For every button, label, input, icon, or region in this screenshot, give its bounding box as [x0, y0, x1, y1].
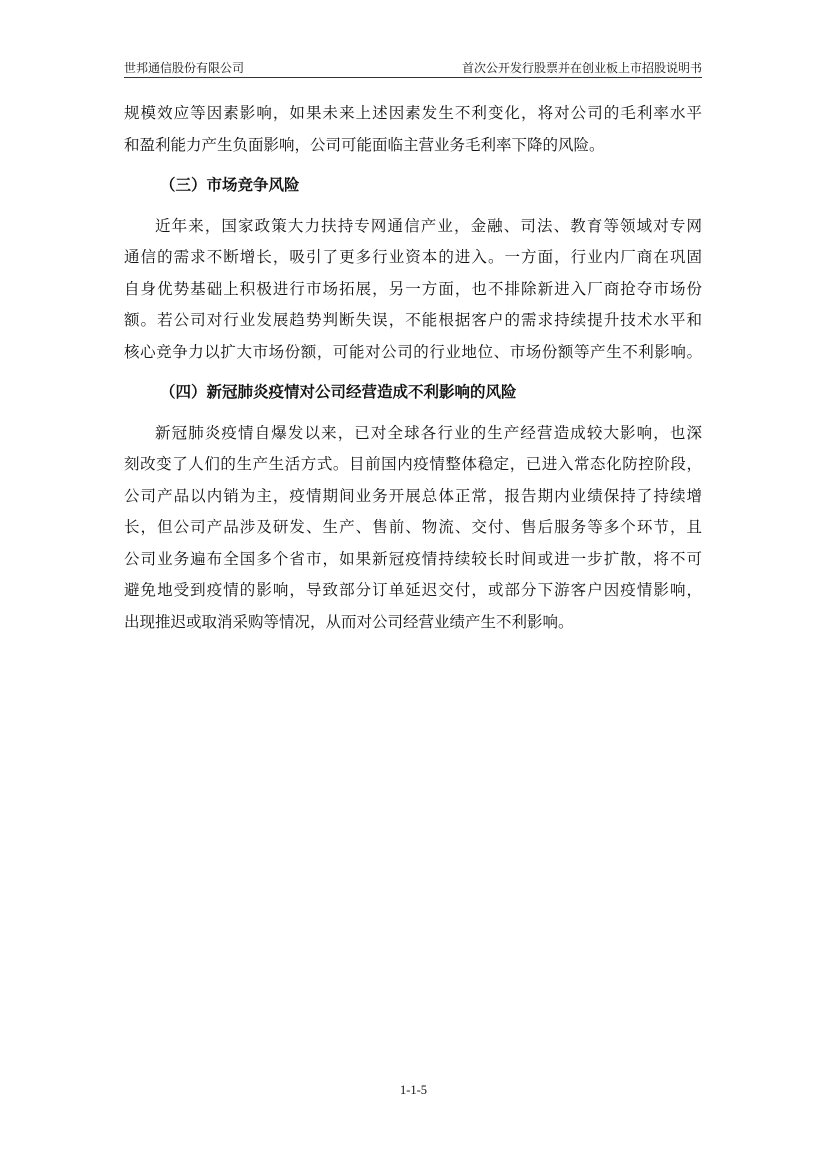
text-line: 出现推迟或取消采购等情况，从而对公司经营业绩产生不利影响。 — [124, 612, 574, 631]
text-line: 公司业务遍布全国多个省市，如果新冠疫情持续较长时间或进一步扩散，将不可 — [124, 549, 702, 568]
paragraph — [124, 98, 702, 161]
page-number: 1-1-5 — [399, 1083, 428, 1097]
text-line: 长，但公司产品涉及研发、生产、售前、物流、交付、售后服务等多个环节，且 — [124, 518, 702, 536]
text-line: 通信的需求不断增长，吸引了更多行业资本的进入。一方面，行业内厂商在巩固 — [124, 248, 702, 266]
text-line: 核心竞争力以扩大市场份额，可能对公司的行业地位、市场份额等产生不利影响。 — [124, 342, 702, 361]
document-body — [124, 98, 702, 638]
text-line: 近年来，国家政策大力扶持专网通信产业，金融、司法、教育等领域对专网 — [155, 216, 702, 235]
text-line: 自身优势基础上积极进行市场拓展，另一方面，也不排除新进入厂商抢夺市场份 — [124, 279, 702, 298]
paragraph — [124, 211, 702, 369]
company-name: 世邦通信股份有限公司 — [124, 61, 245, 75]
text-line: 避免地受到疫情的影响，导致部分订单延迟交付，或部分下游客户因疫情影响， — [124, 581, 702, 599]
text-line: 新冠肺炎疫情自爆发以来，已对全球各行业的生产经营造成较大影响，也深 — [155, 423, 702, 442]
text-line: 和盈利能力产生负面影响，公司可能面临主营业务毛利率下降的风险。 — [124, 135, 605, 154]
text-line: 刻改变了人们的生产生活方式。目前国内疫情整体稳定，已进入常态化防控阶段， — [124, 455, 702, 473]
text-line: 额。若公司对行业发展趋势判断失误，不能根据客户的需求持续提升技术水平和 — [124, 311, 702, 329]
paragraph — [124, 418, 702, 639]
text-line: 规模效应等因素影响，如果未来上述因素发生不利变化，将对公司的毛利率水平 — [124, 104, 702, 122]
text-line: 公司产品以内销为主，疫情期间业务开展总体正常，报告期内业绩保持了持续增 — [124, 486, 702, 505]
document-title: 首次公开发行股票并在创业板上市招股说明书 — [461, 61, 702, 75]
section-heading: （三）市场竞争风险 — [160, 176, 300, 194]
page-header — [124, 57, 702, 78]
section-heading: （四）新冠肺炎疫情对公司经营造成不利影响的风险 — [160, 383, 517, 401]
